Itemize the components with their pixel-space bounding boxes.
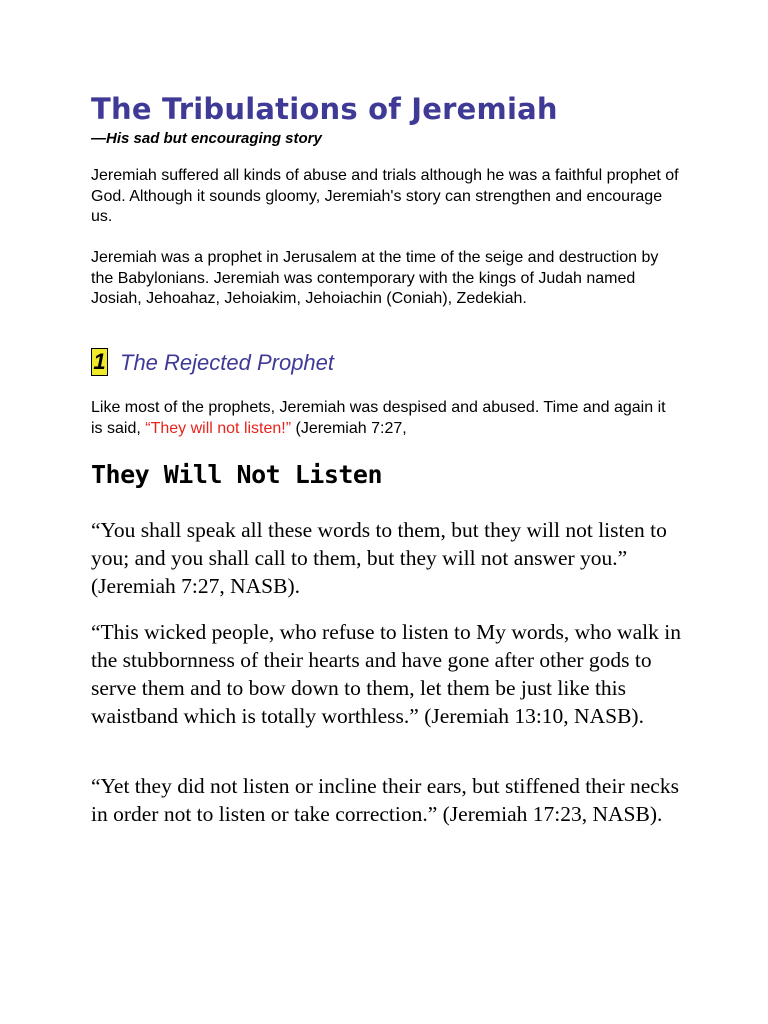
intro-paragraph: Jeremiah was a prophet in Jerusalem at the time of the seige and destruction by the Babylonians. Jeremiah was contemporary with the kings of Judah named Josiah, Jehoahaz, Jehoiakim, Jehoiachin (Coniah), Zedekiah. <box>91 249 659 307</box>
scripture-quote: “Yet they did not listen or incline their ears, but stiffened their necks in order not to listen or take correction.” (Jeremiah 17:23, NASB). <box>91 774 679 826</box>
page-title: The Tribulations of Jeremiah <box>91 92 558 126</box>
section-paragraph-reference: (Jeremiah 7:27, <box>291 419 407 437</box>
highlighted-quote: “They will not listen!” <box>145 419 292 437</box>
section-paragraph-text: Like most of the prophets, Jeremiah was despised and abused. Time and again it is said, <box>91 399 666 437</box>
scripture-quote: “You shall speak all these words to them, but they will not listen to you; and you shall call to them, but they will not answer you.” (Jeremiah 7:27, NASB). <box>91 518 667 598</box>
section-header <box>91 348 334 378</box>
section-title: The Rejected Prophet <box>120 350 335 375</box>
section-number-badge: 1 <box>91 348 108 376</box>
page-subtitle: —His sad but encouraging story <box>91 130 322 147</box>
intro-paragraph: Jeremiah suffered all kinds of abuse and trials although he was a faithful prophet of God. Although it sounds gloomy, Jeremiah's story can strengthen and encourage us. <box>91 167 679 225</box>
section-heading: They Will Not Listen <box>91 460 383 489</box>
section-paragraph <box>91 398 681 439</box>
scripture-quote: “This wicked people, who refuse to listen to My words, who walk in the stubbornness of their hearts and have gone after other gods to serve them and to bow down to them, let them be just like this waistband which is totally worthless.” (Jeremiah 13:10, NASB). <box>91 620 681 728</box>
